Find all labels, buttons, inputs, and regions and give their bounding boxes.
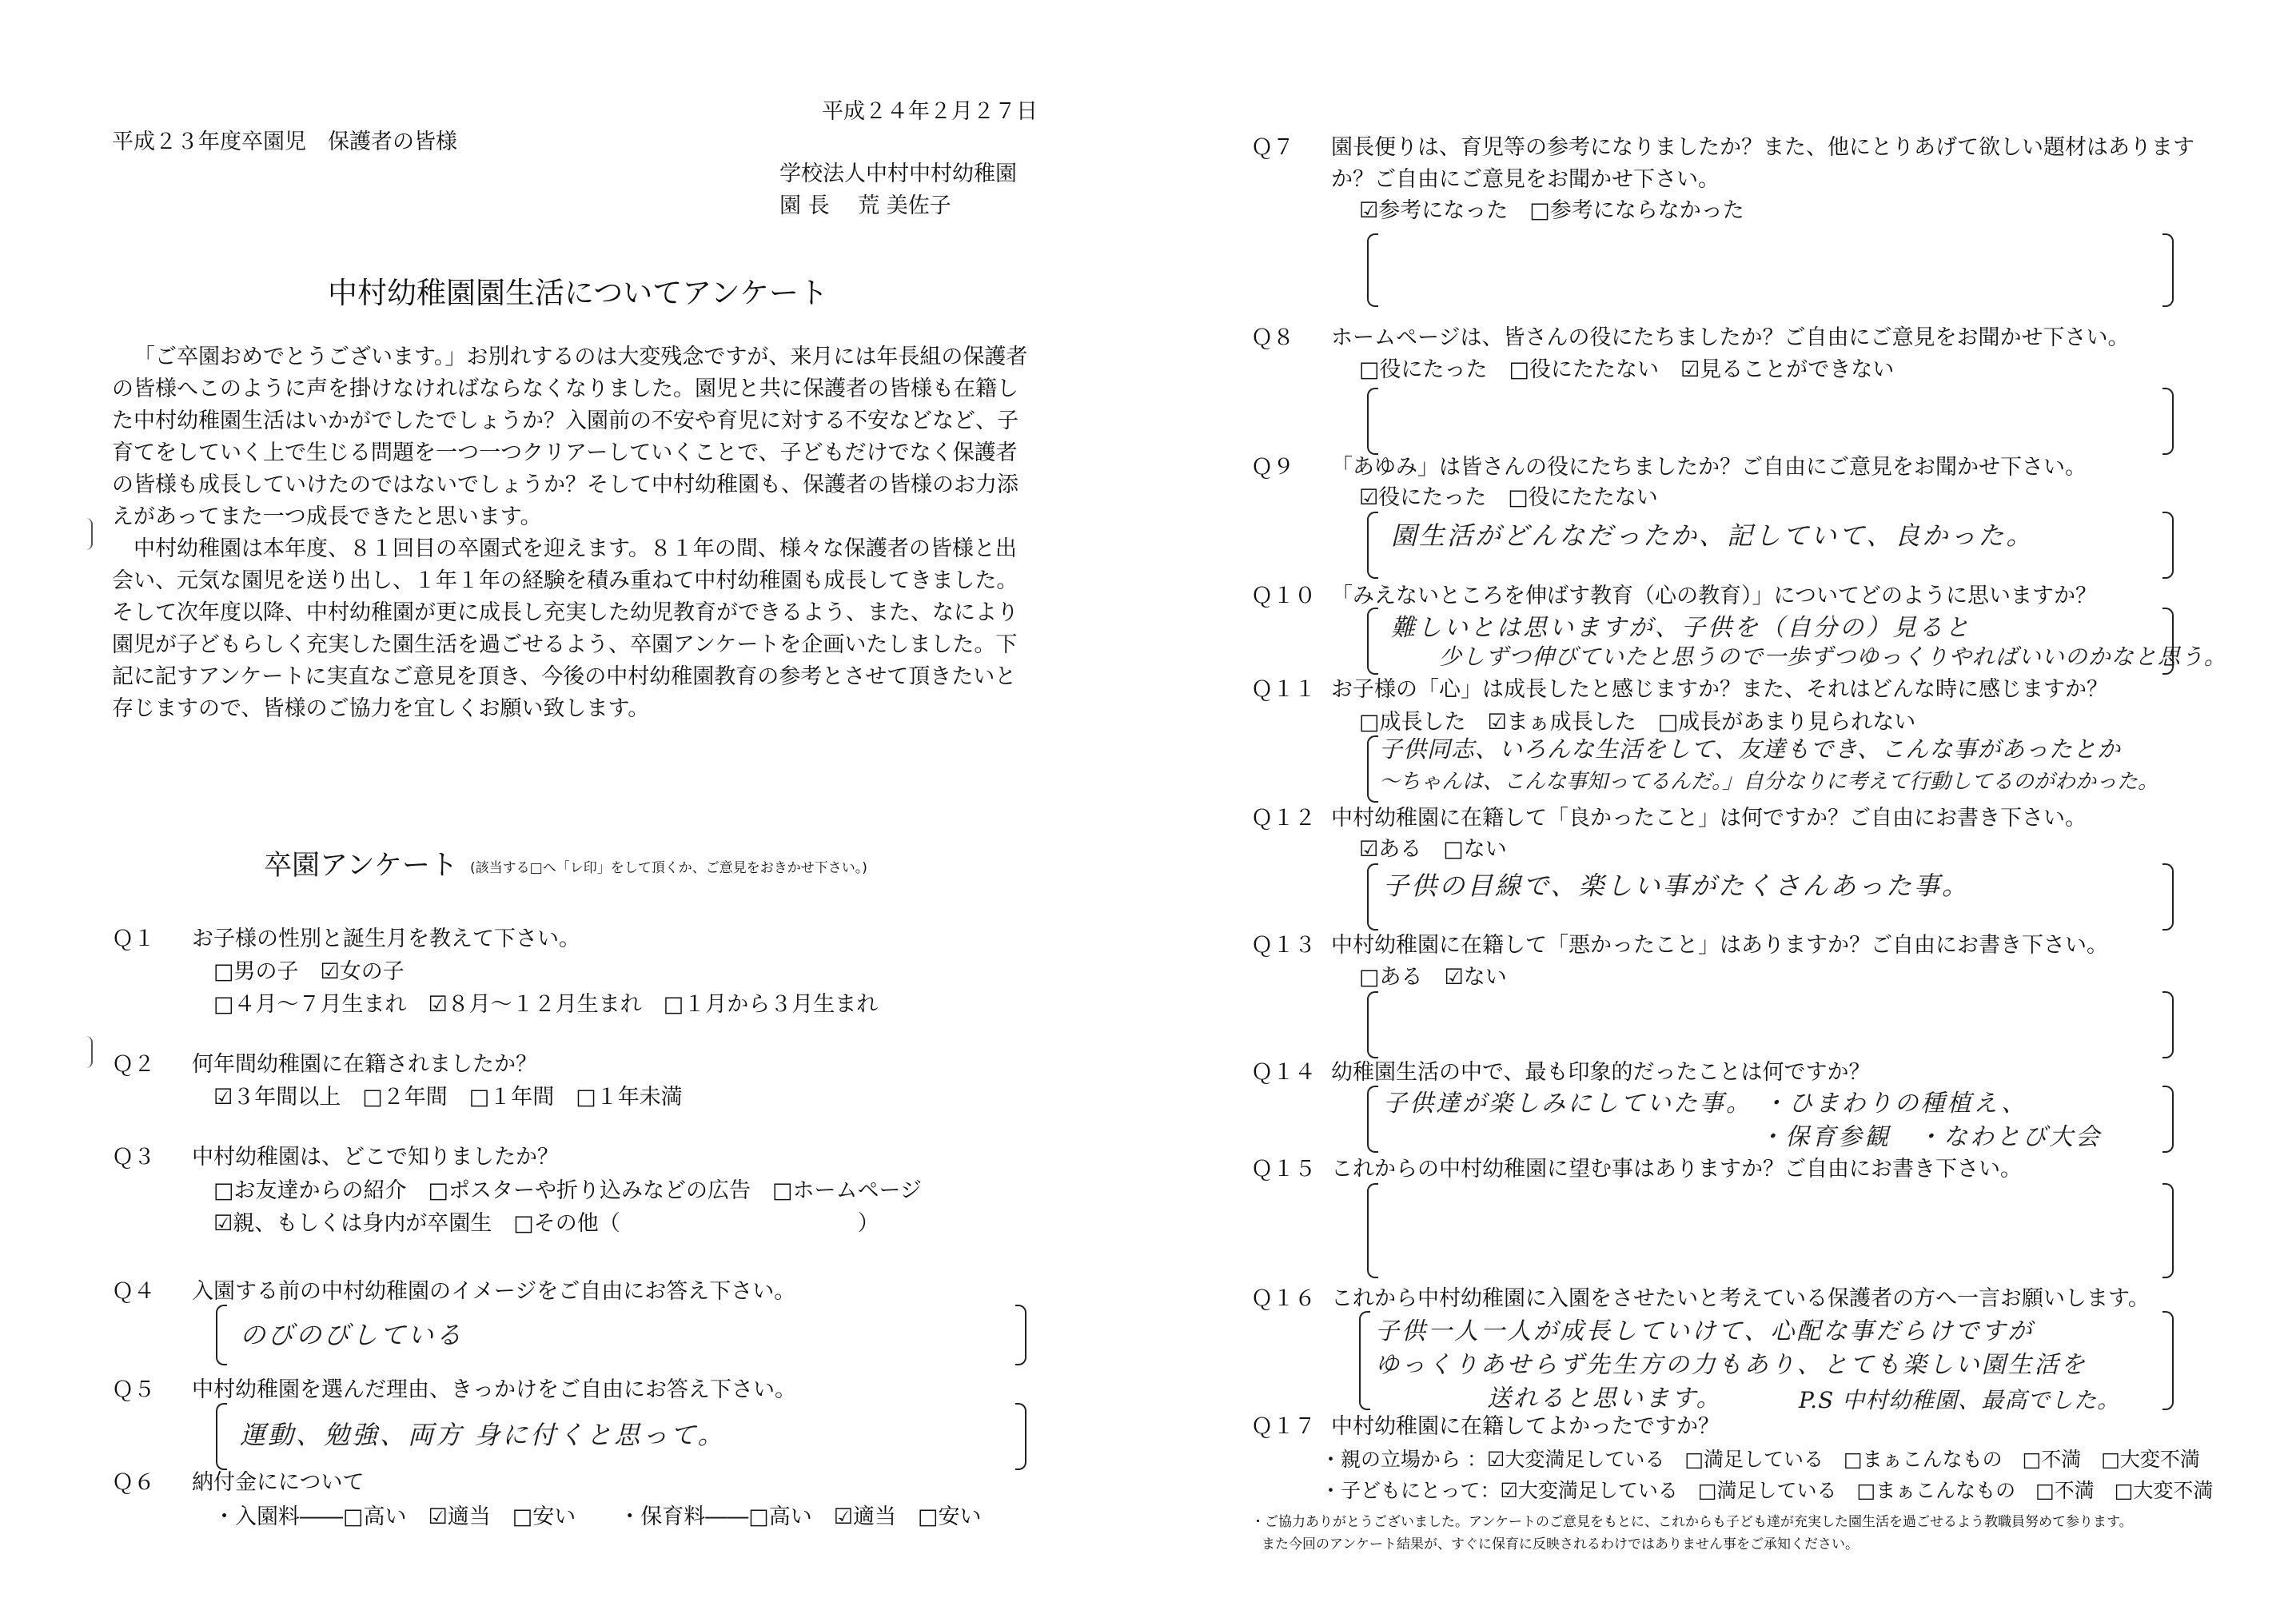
q16-text: これから中村幼稚園に入園をさせたいと考えている保護者の方へ一言お願いします。 <box>1331 1286 2150 1311</box>
q3-text: 中村幼稚園は、どこで知りましたか？ <box>192 1145 559 1170</box>
q15-number: Ｑ１５ <box>1251 1157 1316 1182</box>
q14-answer-bracket-left <box>1367 1086 1378 1153</box>
q8-text: ホームページは、皆さんの役にたちましたか？ご自由にご意見をお聞かせ下さい。 <box>1331 325 2130 350</box>
q15-answer-bracket-right <box>2162 1183 2174 1278</box>
q6-number: Ｑ６ <box>112 1470 155 1495</box>
q9-answer-bracket-left <box>1367 512 1378 579</box>
footer-note-2: また今回のアンケート結果が、すぐに保育に反映されるわけではありません事をご承知ください。 <box>1262 1536 1859 1552</box>
q11-text: お子様の「心」は成長したと感じますか？また、それはどんな時に感じますか？ <box>1331 677 2108 702</box>
q17-number: Ｑ１７ <box>1251 1414 1316 1439</box>
q14-text: 幼稚園生活の中で、最も印象的だったことは何ですか？ <box>1331 1060 1871 1085</box>
intro-paragraph-2: 中村幼稚園は本年度、８１回目の卒園式を迎えます。８１年の間、様々な保護者の皆様と出会い、元気な園児を送り出し、１年１年の経験を積み重ねて中村幼稚園も成長してきました。そして次年度以降、中村幼稚園が更に成長し充実した幼児教育ができるよう、また、なにより園児が子どもらしく充実した園生活を過ごせるよう、卒園アンケートを企画いたしました。下記に記すアンケートに実直なご意見を頂き、今後の中村幼稚園教育の参考とさせて頂きたいと存じますので、皆様のご協力を宜しくお願い致します。 <box>112 536 1018 721</box>
q16-answer-2: ゆっくりあせらず先生方の力もあり、とても楽しい園生活を <box>1375 1351 2087 1379</box>
q17-options-child: ・子どもにとって：☑大変満足している □満足している □まぁこんなもの □不満 □大変不満 <box>1321 1479 2214 1502</box>
q12-answer: 子供の目線で、楽しい事がたくさんあった事。 <box>1383 871 1971 901</box>
q13-answer-bracket-left <box>1367 991 1378 1058</box>
q14-answer-2: ・保育参観 ・なわとび大会 <box>1759 1123 2102 1151</box>
q8-number: Ｑ８ <box>1251 325 1294 350</box>
q5-number: Ｑ５ <box>112 1377 155 1402</box>
q16-number: Ｑ１６ <box>1251 1286 1316 1311</box>
q7-answer-bracket-right <box>2162 233 2174 307</box>
q13-answer-bracket-right <box>2162 991 2174 1058</box>
q10-answer-1: 難しいとは思いますが、子供を（自分の）見ると <box>1391 614 1971 642</box>
q1-options-month: □４月～７月生まれ ☑８月～１２月生まれ □１月から３月生まれ <box>213 992 879 1017</box>
q13-number: Ｑ１３ <box>1251 933 1316 958</box>
q8-answer-bracket-left <box>1367 388 1378 455</box>
q10-text: 「みえないところを伸ばす教育（心の教育）」についてどのように思いますか？ <box>1331 584 2097 608</box>
q8-options: □役にたった □役にたたない ☑見ることができない <box>1359 357 1895 382</box>
q1-options-gender: □男の子 ☑女の子 <box>213 959 405 984</box>
q11-options: □成長した ☑まぁ成長した □成長があまり見られない <box>1359 710 1916 735</box>
q11-answer-1: 子供同志、いろんな生活をして、友達もでき、こんな事があったとか <box>1379 735 2121 763</box>
q10-answer-bracket-left <box>1367 608 1378 675</box>
q7-answer-bracket-left <box>1367 233 1378 307</box>
q16-answer-3: 送れると思います。 <box>1487 1385 1723 1413</box>
principal-name: 園 長 荒 美佐子 <box>779 193 951 218</box>
q17-options-parent: ・親の立場から ：☑大変満足している □満足している □まぁこんなもの □不満 □大変不満 <box>1321 1448 2200 1471</box>
q12-number: Ｑ１２ <box>1251 806 1316 831</box>
q9-text: 「あゆみ」は皆さんの役にたちましたか？ご自由にご意見をお聞かせ下さい。 <box>1331 455 2087 480</box>
q17-text: 中村幼稚園に在籍してよかったですか？ <box>1331 1414 1720 1439</box>
survey-title: 卒園アンケート <box>264 850 458 882</box>
q5-answer-bracket-right <box>1015 1403 1026 1470</box>
q6-options: ・入園料――□高い ☑適当 □安い ・保育料――□高い ☑適当 □安い <box>213 1504 982 1529</box>
q4-number: Ｑ４ <box>112 1279 155 1304</box>
q5-text: 中村幼稚園を選んだ理由、きっかけをご自由にお答え下さい。 <box>192 1377 796 1402</box>
q16-answer-1: 子供一人一人が成長していけて、心配な事だらけですが <box>1375 1317 2035 1345</box>
date: 平成２４年２月２７日 <box>822 99 1038 124</box>
q16-answer-bracket-left <box>1359 1311 1370 1410</box>
q4-text: 入園する前の中村幼稚園のイメージをご自由にお答え下さい。 <box>192 1279 796 1304</box>
q16-answer-4: P.S 中村幼稚園、最高でした。 <box>1799 1387 2121 1413</box>
q8-answer-bracket-right <box>2162 388 2174 455</box>
intro-text <box>112 341 1031 725</box>
punch-mark <box>80 1036 93 1068</box>
q7-options: ☑参考になった □参考にならなかった <box>1359 198 1744 223</box>
q2-text: 何年間幼稚園に在籍されましたか？ <box>192 1052 537 1077</box>
q10-number: Ｑ１０ <box>1251 584 1316 608</box>
q15-text: これからの中村幼稚園に望む事はありますか？ご自由にお書き下さい。 <box>1331 1157 2022 1182</box>
q2-number: Ｑ２ <box>112 1052 155 1077</box>
punch-mark <box>80 518 93 550</box>
q9-answer: 園生活がどんなだったか、記していて、良かった。 <box>1391 520 2035 551</box>
q12-answer-bracket-left <box>1367 863 1378 931</box>
q4-answer-bracket-right <box>1015 1305 1026 1365</box>
q1-number: Ｑ１ <box>112 927 155 951</box>
q3-options-1: □お友達からの紹介 □ポスターや折り込みなどの広告 □ホームページ <box>213 1178 922 1203</box>
recipient: 平成２３年度卒園児 保護者の皆様 <box>112 130 457 154</box>
q5-answer-bracket-left <box>216 1403 227 1470</box>
q2-options: ☑３年間以上 □２年間 □１年間 □１年未満 <box>213 1085 683 1110</box>
q4-answer-bracket-left <box>216 1305 227 1365</box>
q12-answer-bracket-right <box>2162 863 2174 931</box>
q9-options: ☑役にたった □役にたたない <box>1359 485 1658 510</box>
q13-text: 中村幼稚園に在籍して「悪かったこと」はありますか？ご自由にお書き下さい。 <box>1331 933 2108 958</box>
intro-paragraph-1: 「ご卒園おめでとうございます。」お別れするのは大変残念ですが、来月には年長組の保護者の皆様へこのように声を掛けなければならなくなりました。園児と共に保護者の皆様も在籍した中村幼稚園生活はいかがでしたでしょうか？入園前の不安や育児に対する不安などなど、子育てをしていく上で生じる問題を一つ一つクリアーしていくことで、子どもだけでなく保護者の皆様も成長していけたのではないでしょうか？そして中村幼稚園も、保護者の皆様のお力添えがあってまた一つ成長できたと思います。 <box>112 345 1028 529</box>
page-title: 中村幼稚園園生活についてアンケート <box>328 276 829 310</box>
footer-note-1: ・ご協力ありがとうございました。アンケートのご意見をもとに、これからも子ども達が充実した園生活を過ごせるよう教職員努めて参ります。 <box>1251 1514 2133 1530</box>
survey-note: (該当する□へ「レ印」をして頂くか、ご意見をおきかせ下さい。) <box>470 860 867 876</box>
q12-options: ☑ある □ない <box>1359 837 1507 862</box>
q11-number: Ｑ１１ <box>1251 677 1316 702</box>
q11-answer-bracket-left <box>1367 735 1378 803</box>
q9-number: Ｑ９ <box>1251 455 1294 480</box>
q7-number: Ｑ７ <box>1251 135 1294 160</box>
q7-text-2: か？ご自由にご意見をお聞かせ下さい。 <box>1331 167 1720 192</box>
q10-answer-2: 少しずつ伸びていたと思うので一歩ずつゆっくりやればいいのかなと思う。 <box>1439 644 2227 670</box>
q12-text: 中村幼稚園に在籍して「良かったこと」は何ですか？ご自由にお書き下さい。 <box>1331 806 2087 831</box>
q1-text: お子様の性別と誕生月を教えて下さい。 <box>192 927 580 951</box>
q5-answer: 運動、勉強、両方 身に付くと思って。 <box>240 1420 726 1450</box>
q14-number: Ｑ１４ <box>1251 1060 1316 1085</box>
q14-answer-1: 子供達が楽しみにしていた事。 ・ひまわりの種植え、 <box>1383 1090 2028 1118</box>
q3-options-2: ☑親、もしくは身内が卒園生 □その他（ ） <box>213 1211 879 1236</box>
q13-options: □ある ☑ない <box>1359 965 1507 990</box>
q3-number: Ｑ３ <box>112 1145 155 1170</box>
q7-text: 園長便りは、育児等の参考になりましたか？また、他にとりあげて欲しい題材はあります <box>1331 135 2194 160</box>
q9-answer-bracket-right <box>2162 512 2174 579</box>
q11-answer-2: 〜ちゃんは、こんな事知ってるんだ。」自分なりに考えて行動してるのがわかった。 <box>1379 770 2159 794</box>
q16-answer-bracket-right <box>2162 1311 2174 1410</box>
school-name: 学校法人中村中村幼稚園 <box>779 161 1017 186</box>
q14-answer-bracket-right <box>2162 1086 2174 1153</box>
q6-text: 納付金にについて <box>192 1470 365 1495</box>
q4-answer: のびのびしている <box>240 1320 464 1350</box>
q15-answer-bracket-left <box>1367 1183 1378 1278</box>
